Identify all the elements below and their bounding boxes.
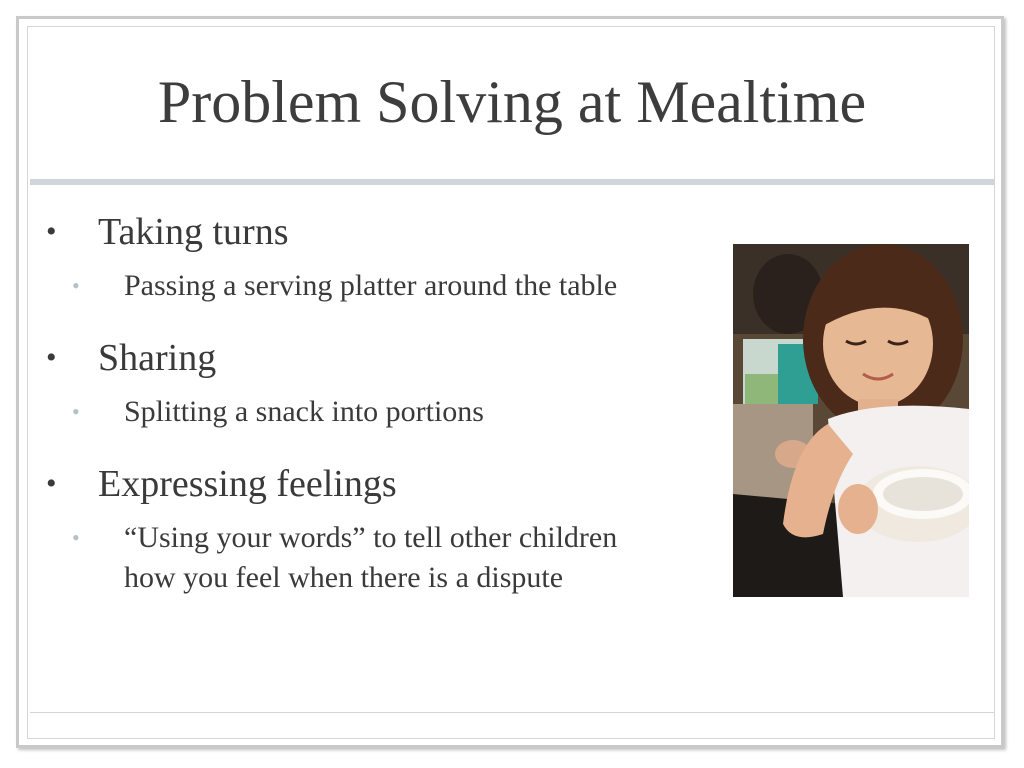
sub-bullet-text: “Using your words” to tell other children bbox=[124, 521, 618, 554]
bullet-text: Sharing bbox=[98, 337, 217, 379]
footer-divider bbox=[30, 712, 994, 713]
bullet-dot-icon: • bbox=[46, 215, 57, 248]
sub-bullet-item bbox=[72, 392, 484, 432]
title-divider bbox=[30, 179, 994, 185]
child-eating-photo bbox=[733, 244, 969, 597]
sub-bullet-text: Passing a serving platter around the table bbox=[124, 269, 618, 302]
sub-bullet-text: how you feel when there is a dispute bbox=[124, 561, 564, 594]
sub-bullet-item bbox=[72, 518, 618, 558]
sub-bullet-dot-icon: • bbox=[72, 399, 80, 424]
sub-bullet-text: Splitting a snack into portions bbox=[124, 395, 484, 428]
bullet-item bbox=[46, 462, 397, 506]
bullet-item bbox=[46, 336, 217, 380]
sub-bullet-item bbox=[72, 266, 618, 306]
slide-title: Problem Solving at Mealtime bbox=[157, 69, 867, 135]
bullet-dot-icon: • bbox=[46, 341, 57, 374]
bullet-dot-icon: • bbox=[46, 467, 57, 500]
sub-bullet-dot-icon: • bbox=[72, 525, 80, 550]
sub-bullet-continuation bbox=[124, 558, 563, 598]
bullet-text: Expressing feelings bbox=[98, 463, 397, 505]
bullet-text: Taking turns bbox=[98, 211, 289, 253]
sub-bullet-dot-icon: • bbox=[72, 273, 80, 298]
bullet-item bbox=[46, 210, 289, 254]
